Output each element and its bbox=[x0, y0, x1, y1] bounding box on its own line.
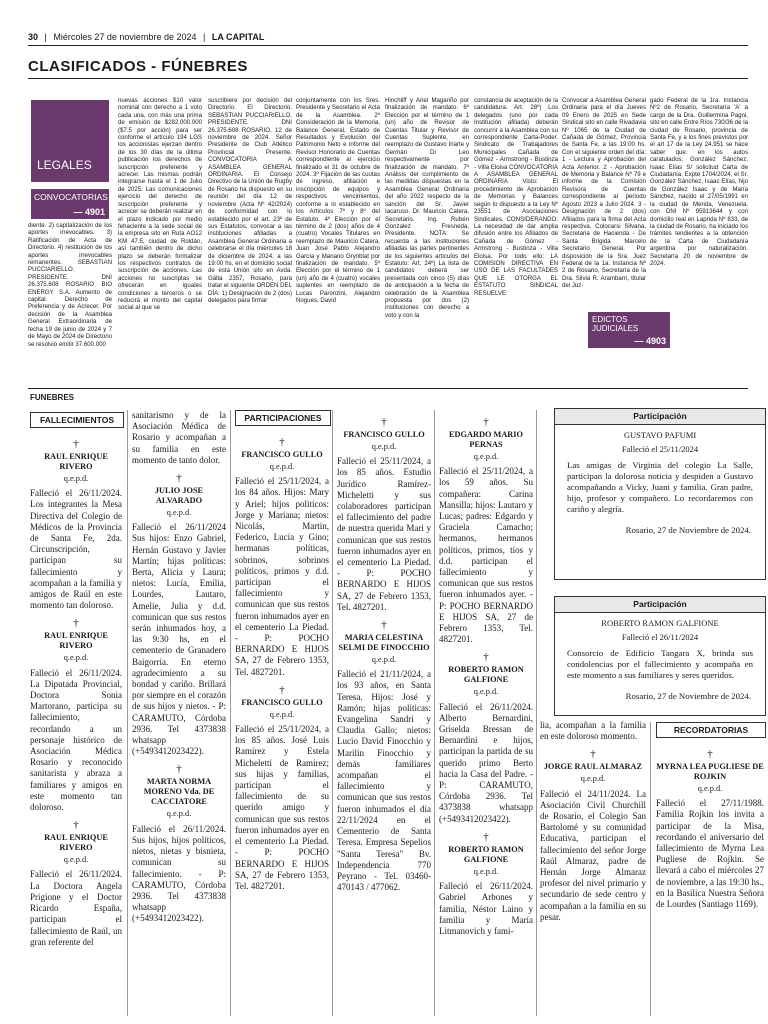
cross-icon: † bbox=[483, 830, 489, 843]
qepd-label: q.e.p.d. bbox=[473, 452, 499, 461]
notice-text: Falleció el 25/11/2024, a los 84 años. Hijos: Mary y Ariel; hijos políticos: Jorge y Mariana; nietos: Nicolás, Martín, Federico, Lucía y Gino; hermanas políticas, sobrinos, sobrinos políticos, primos y d.d. participan el fallecimiento y comunican que sus restos fueron inhumados ayer en el cementerio La Piedad. - P: POCHO BERNARDO E HIJOS SA, 27 de Febrero 1353, Tel. 4827201. bbox=[235, 476, 329, 677]
participacion-box bbox=[554, 596, 766, 716]
qepd-label: q.e.p.d. bbox=[580, 774, 606, 784]
section-title: CLASIFICADOS - FÚNEBRES bbox=[28, 58, 248, 75]
edictos-label: EDICTOS JUDICIALES bbox=[592, 315, 639, 333]
notice-text: Falleció el 26/11/2024. La Doctora Angela Prigione y el Doctor Ricardo España, participan el fallecimiento de Raúl, un gran referente del bbox=[30, 869, 122, 947]
column-divider bbox=[434, 410, 435, 1016]
notice-text: Falleció el 27/11/1988. Familia Rojkin los invita a participar de la Misa, recordando el aniversario del fallecimiento de Myrna Lea Pugliese de Rojkin. Se llevará a cabo el miércoles 27 de noviembre, a las 19:30 hs., en la Basílica Nuestra Señora de Lourdes (Santiago 1169). bbox=[656, 798, 764, 910]
qepd-label: q.e.p.d. bbox=[166, 809, 192, 819]
legales-banner bbox=[31, 100, 109, 182]
notice-text: Falleció el 25/11/2024, a los 85 años. José Luis Ramírez y Estela Micheletti de Ramírez; sus hijas y familias, participan el fallecimiento de su querido amigo y comunican que sus restos fueron inhumados ayer en el cementerio La Piedad. - P: POCHO BERNARDO E HIJOS SA, 27 de Febrero 1353, Tel. 4827201. bbox=[235, 724, 329, 891]
notice-text: Las amigas de Virginia del colegio La Salle, participan la dolorosa noticia y despiden a Gustavo acompañando a Vicky, Juani y familia. Gran padre, hijo, profesor y compañero. Lo recordaremos con cariño y alegría. bbox=[567, 460, 753, 514]
cross-icon: † bbox=[483, 651, 489, 664]
qepd-label: q.e.p.d. bbox=[371, 655, 397, 665]
convocatorias-banner bbox=[31, 189, 109, 219]
notice-text: Falleció el 25/11/2024, a los 59 años. Su compañera: Carina Mansilla; hijos: Lautaro y Lucas; padres: Edgardo y Graciela Camacho; hermanos, hermanos políticos, primos, tíos y d.d. participan el fallecimiento y comunican que sus restos fueron inhumados ayer. - P: POCHO BERNARDO E HIJOS SA, 27 de Febrero 1353, Tel. 4827201. bbox=[439, 466, 533, 645]
classified-column-3: suscribiere por decisión del Directorio. El Directorio. SEBASTIAN PUCCIARIELLO. PRESIDENTE. DNI 26.375.608 ROSARIO, 12 de noviembre de 2024. Señor Presidente de Club Atlético Provincial Presente. CONVOCATORIA A ASAMBLEA GENERAL ORDINARIA. El Consejo Directivo de la Unión de Rugby de Rosario ha dispuesto en su reunión del día 12 de noviembre (Acta Nº 42/2024) de conformidad con lo establecido por el art. 23º de sus Estatutos, convocar a las instituciones afiliadas a Asamblea General Ordinaria a celebrarse el día miércoles 18 de diciembre de 2024, a las 19:00 hs, en el domicilio social de esta Unión sito en Avda. Gálta 2357, Rosario, para tratar el siguiente ORDEN DEL DÍA: 1) Designación de 2 (dos) delegados para firmar bbox=[208, 97, 292, 304]
qepd-label: q.e.p.d. bbox=[371, 442, 397, 451]
qepd-label: q.e.p.d. bbox=[269, 462, 295, 471]
classified-column-4: conjuntamente con los Sres. Presidente y Secretario el Acta de la Asamblea. 2º Consideración de la Memoria, Balance General, Estado de Resultados y Evolución del Patrimonio Neto e informe del Revisor Honorario de Cuentas correspondiente al ejercicio finalizado el 31 de octubre de 2024. 3º Fijación de las cuotas de ingreso, afiliación e inscripción de equipos y respectivos vencimientos, conforme a lo establecido en los Artículos 7º y 8º del Estatuto. 4º Elección por el término de 2 (dos) años de 4 (cuatro) Vocales Titulares en reemplazo de Mauricio Catera, Juan José Pablo Alejandro García y Mariano Grynblat por finalización de mandato. 5º Elección por el término de 1 (un) año de 4 (cuatro) vocales suplentes en reemplazo de Lucas Paronzini, Alejandro Nogues, David bbox=[296, 97, 380, 304]
cross-icon: † bbox=[73, 819, 79, 832]
category-recordatorias: RECORDATORIAS bbox=[656, 722, 766, 738]
funebres-column-5 bbox=[439, 410, 533, 1018]
notice-text: Falleció el 21/11/2024, a los 93 años, en Santa Teresa. Hijos: José y Ramón; hijas políticas: Evangelina Sandri y Claudia Gallo; nietos: Lucio David Finocchio y Marilin Finocchio y demás familiares acompañan el fallecimiento y comunican que sus restos fueron inhumados el día 22/11/2024 en el Cementerio de Santa Teresa. Empresa Sepelios "Santa Teresa" Bv. Independencia 770 Peyrano - Tel. 03460-470143 / 477062. bbox=[337, 669, 431, 893]
cross-icon: † bbox=[73, 438, 79, 450]
qepd-label: q.e.p.d. bbox=[697, 784, 723, 793]
notice-signature: Rosario, 27 de Noviembre de 2024. bbox=[625, 691, 751, 701]
notice-text: sanitarismo y de la Asociación Médica de Rosario y acompañan a su familia en este momento de tanto dolor. bbox=[132, 410, 226, 465]
qepd-label: q.e.p.d. bbox=[473, 687, 499, 697]
funebres-column-6 bbox=[540, 720, 646, 1018]
classified-column-1: diente. 2) capitalización de los aportes irrevocables. 3) Ratificación de Acta de Directorio. 4) restitución de los aportes irrevocables remanentes. SEBASTIAN PUCCIARIELLO. PRESIDENTE. DNI 26.375.608 ROSARIO BIO ENERGY S.A. Aumento de capital. Derecho de Preferencia y de Acrecer. Por decisión de la Asamblea General Extraordinaria de fecha 19 de junio de 2024 y 7 de Mayo de 2024 de Directorio se resolvió emitir 37.600.000 bbox=[28, 222, 112, 348]
deceased-name: FRANCISCO GULLO bbox=[241, 450, 323, 459]
death-date: Falleció el 25/11/2024 bbox=[621, 444, 699, 454]
header-rule bbox=[28, 45, 748, 46]
funebres-column-2 bbox=[132, 410, 226, 1018]
notice-text: Falleció el 26/11/2024. La Diputada Provincial, Doctora Sonia Martorano, participa su fallecimiento, recordando a un personaje histórico de Asociación Médica Rosario y reconocido sanitarista y abraza a familiares y amigos en este momento tan doloroso. bbox=[30, 667, 122, 813]
funebres-column-1 bbox=[30, 432, 122, 1018]
participacion-box bbox=[554, 408, 766, 580]
deceased-name: JORGE RAUL ALMARAZ bbox=[543, 762, 643, 772]
qepd-label: q.e.p.d. bbox=[473, 866, 499, 876]
legales-label: LEGALES bbox=[37, 158, 92, 172]
deceased-name: MARIA CELESTINA SELMI DE FINOCCHIO bbox=[338, 633, 430, 653]
section-rule bbox=[28, 78, 748, 79]
cross-icon: † bbox=[381, 416, 387, 428]
funebres-column-7 bbox=[656, 742, 764, 1018]
classified-column-6: constancia de aceptación de la candidatura. Art. 28º) Los delegados (uno por cada Institución afiliada) deberán concurrir a la Asamblea con su correspondiente Carta-Poder. Sindicato de Trabajadores Municipales Cañada de Gómez - Armstrong - Bustinza - Villa Eloisa CONVOCATORIA A ASAMBLEA GENERAL ORDINARIA Visto: El procedimiento de Aprobación de Memorias y Balances según lo dispuesto a la Ley Nº 23551 de Asociaciones Sindicales. CONSIDERANDO: La necesidad de dar amplia difusión entre los Afiliados de Cañada de Gómez - Armstrong - Bustinza - Villa Eloisa. Por todo ello: LA COMISION DIRECTIVA EN USO DE LAS FACULTADES QUE LE OTORGA EL ESTATUTO SINDICAL RESUELVE: bbox=[474, 97, 558, 297]
cross-icon: † bbox=[279, 683, 285, 696]
deceased-name: RAUL ENRIQUE RIVERO bbox=[44, 631, 108, 651]
cross-icon: † bbox=[279, 436, 285, 448]
column-divider bbox=[536, 410, 537, 1016]
convocatorias-label: CONVOCATORIAS bbox=[34, 192, 108, 202]
cross-icon: † bbox=[176, 763, 182, 776]
qepd-label: q.e.p.d. bbox=[269, 709, 295, 719]
classified-column-8: gado Federal de la 1ra. Instancia Nº2 de Rosario, Secretaría 'A' a cargo de la Dra. Guillermina Pagni, sito en calle Entre Ríos 730/36 de la ciudad de Rosario, provincia de Santa Fe, y a los fines previstos por el art 17 de la Ley 24.951 se hace saber que: en los autos caratulados: González Sánchez, Isaac Elías S/ solicitud Carta de Ciudadanía, Expte 1704/2024, el Sr. González Sánchez, Isaac Elías, hijo de González Isaac y de María Sánchez, nacido el 27/05/1991 en la ciudad de Merida, Venezuela, con DNI Nº 95913644 y con domicilio real en Laprida Nº 833, de la ciudad de Rosario, ha iniciado los trámites tendientes a la obtención de la Carta de Ciudadanía argentina por naturalización. Secretaría 20 de noviembre de 2024. bbox=[650, 97, 748, 267]
issue-date: Miércoles 27 de noviembre de 2024 bbox=[53, 32, 197, 42]
participacion-header: Participación bbox=[555, 597, 765, 613]
deceased-name: ROBERTO RAMON GALFIONE bbox=[448, 844, 524, 864]
convocatorias-code: — 4901 bbox=[73, 207, 105, 217]
notice-text: Falleció el 25/11/2024, a los 85 años. Estudio Jurídico Ramírez-Micheletti y sus colaboradores participan el fallecimiento del padre de nuestra querida Mari y comunican que sus restos fueron inhumados ayer en el cementerio La Piedad. - P: POCHO BERNARDO E HIJOS SA, 27 de Febrero 1353, Tel. 4827201. bbox=[337, 456, 431, 612]
funebres-label: FUNEBRES bbox=[30, 393, 75, 402]
page-number: 30 bbox=[28, 32, 39, 42]
deceased-name: RAUL ENRIQUE RIVERO bbox=[44, 833, 108, 853]
deceased-name: EDGARDO MARIO PERNAS bbox=[449, 430, 523, 449]
cross-icon: † bbox=[590, 748, 596, 761]
notice-text: Falleció el 26/11/2024. Alberto Bernardini, Griselda Bressan de Bernardini e hijos, participan la partida de su querido primo Berto hacia la Casa del Padre. - P: CARAMUTO, Córdoba 2936. Tel 4373838 whatsapp (+5493412023422). bbox=[439, 701, 533, 824]
cross-icon: † bbox=[483, 416, 489, 428]
classified-column-2: nuevas acciones $10 valor nominal con derecho a 1 voto cada una, con más una prima de emisión de $282.000.000 ($7.5 por acción) para ser conforme el artículo 194 LGS los accionistas ejerzan dentro de los 30 días de la última publicación los derechos de suscripción preferente y acrecer. Las mismas podrán integrarse hasta el 1 de Julio de 2025. Las comunicaciones ejercicio del derecho de suscripción preferente y acrecer se deberán realizar en el plazo indicado por medio fehaciente a la sede social de la empresa sito en Ruta AO12 KM 47.5, ciudad de Roldán, así también dentro de dicho plazo se deberán formalizar los respectivos contratos de suscripción de acciones. Las acciones no suscriptas se ofrecerán en iguales condiciones a terceros o se reducirá el monto del capital social al que se bbox=[118, 97, 202, 312]
deceased-name: JULIO JOSE ALVARADO bbox=[154, 486, 204, 506]
deceased-name: MYRNA LEA PUGLIESE DE ROJKIN bbox=[656, 762, 764, 781]
cross-icon: † bbox=[707, 748, 713, 760]
deceased-name: FRANCISCO GULLO bbox=[241, 697, 323, 707]
notice-signature: Rosario, 27 de Noviembre de 2024. bbox=[625, 525, 751, 535]
classified-column-5: Hinchliff y Ariel Magariño por finalización de mandato. 6º Elección por el término de 1 (un) año de Revisor de Cuentas Titular y Revisor de Cuentas Suplente, en reemplazo de Gustavo Iriarte y Germán Di Leo respectivamente por finalización de mandato. 7º Análisis del cumplimiento de las medidas dispuestas en la Asamblea General Ordinaria del año 2022 respecto de la sanción del Sr. Javier Iacaruso. Dr. Mauricio Catera, Secretario. Ing. Rubén Gonzalez Fresneda, Presidente. NOTA: Se recuerda a las instituciones afiliadas las partes pertinentes de los siguientes artículos del Estatuto: Art. 24º) La lista de candidatos deberá ser presentada con cinco (5) días de anticipación a la fecha de celebración de la Asamblea propuesta por dos (2) instituciones con derecho a voto y con la bbox=[385, 97, 469, 319]
qepd-label: q.e.p.d. bbox=[63, 855, 89, 865]
column-divider bbox=[650, 722, 651, 1016]
qepd-label: q.e.p.d. bbox=[63, 474, 89, 483]
notice-text: Consorcio de Edificio Tangara X, brinda sus condolencias por el fallecimiento y acompaña en este momento a sus familiares y seres queridos. bbox=[567, 648, 753, 680]
edictos-banner bbox=[588, 312, 670, 348]
cross-icon: † bbox=[381, 619, 387, 632]
deceased-name: ROBERTO RAMON GALFIONE bbox=[448, 665, 524, 685]
cross-icon: † bbox=[73, 617, 79, 630]
deceased-name: GUSTAVO PAFUMI bbox=[623, 430, 697, 440]
notice-text: lia, acompañan a la familia en este doloroso momento. bbox=[540, 720, 646, 742]
death-date: Falleció el 26/11/2024 bbox=[621, 632, 699, 642]
deceased-name: ROBERTO RAMON GALFIONE bbox=[601, 618, 719, 628]
column-divider bbox=[127, 410, 128, 1016]
cross-icon: † bbox=[176, 472, 182, 485]
deceased-name: FRANCISCO GULLO bbox=[343, 430, 425, 439]
deceased-name: MARTA NORMA MORENO Vda. DE CACCIATORE bbox=[143, 777, 215, 807]
classified-column-7: Convocar a Asamblea General Ordinaria para el día Jueves 09 Enero de 2025 en Sede Sindical sito en calle Rivadavia Nº 1065 de la Ciudad de Cañada de Gómez, Provincia de Santa Fe, a las 19:00 hs. Con el siguiente orden del día: 1 - Lectura y Aprobación del Acta Anterior. 2 - Aprobación de Memoria y Balance Nº 79 e informe de la Comisión Revisora de Cuentas correspondiente al periodo Agosto 2023 a Julio 2024. 3 - Designación de 2 (dos) Afiliados para la firma del Acta respectiva. Colocarsi Silvana, Secretaria de Hacienda - De Santa Brigida Marcelo Secretario General. Por disposición de la Sra. Juez Federal de la 1a. Instancia Nº 2 de Rosario, Secretaría de la Dra. Silvia R. Arambarri, titular del Juz- bbox=[562, 97, 646, 290]
funebres-column-3 bbox=[235, 430, 329, 1018]
category-fallecimientos: FALLECIMIENTOS bbox=[30, 412, 124, 428]
notice-text: Falleció el 26/11/2024. Sus hijos, hijos políticos, nietos, nietas y bisnieta, comunican su fallecimiento. - P: CARAMUTO, Córdoba 2936. Tel 4373838 whatsapp (+5493412023422). bbox=[132, 823, 226, 924]
participacion-header: Participación bbox=[555, 409, 765, 425]
notice-text: Falleció el 26/11/2024 Sus hijos: Enzo Gabriel, Hernán Gustavo y Javier Martín; hijas políticas: Berta, Alicia y Laura; nietos: Lucía, Emilia, Lourdes, Lautaro, Amelie, Julia y d.d. comunican que sus restos serán inhumados hoy, a las 9:30 hs, en el cementerio de Granadero Baigorria. En eterno agradecimiento a su bondad y cariño. Brillará por siempre en el corazón de sus hijos y nietos. - P: CARAMUTO, Córdoba 2936. Tel 4373838 whatsapp (+5493412023422). bbox=[132, 522, 226, 757]
page-header: 30 | Miércoles 27 de noviembre de 2024 | LA CAPITAL bbox=[28, 32, 265, 42]
qepd-label: q.e.p.d. bbox=[63, 653, 89, 663]
notice-text: Falleció el 26/11/2024. Gabriel Arbones y familia, Néstor Laino y familia y María Litmanovich y fami- bbox=[439, 881, 533, 936]
edictos-code: — 4903 bbox=[634, 336, 666, 346]
notice-text: Falleció el 26/11/2024. Los integrantes la Mesa Directiva del Colegio de Médicos de la Provincia de Santa Fe, 2da. Circunscripción, participan su fallecimiento y acompañan a la familia y amigos de Raúl en este momento tan doloroso. bbox=[30, 488, 122, 611]
category-participaciones: PARTICIPACIONES bbox=[235, 410, 331, 426]
funebres-column-4 bbox=[337, 410, 431, 1018]
deceased-name: RAUL ENRIQUE RIVERO bbox=[44, 452, 108, 471]
funebres-rule bbox=[28, 388, 748, 389]
qepd-label: q.e.p.d. bbox=[166, 508, 192, 518]
notice-text: Falleció el 24/11/2024. La Asociación Civil Churchill de Rosario, el Colegio San Bartolomé y su comunidad Educativa, participan el fallecimiento del señor Jorge Raúl Almaraz, padre de Hernán Jorge Almaraz profesor del nivel primario y secundario de sede centro y acompañan a la familia en su pesar. bbox=[540, 788, 646, 922]
column-divider bbox=[230, 410, 231, 1016]
newspaper-name: LA CAPITAL bbox=[211, 32, 265, 42]
column-divider bbox=[332, 410, 333, 1016]
